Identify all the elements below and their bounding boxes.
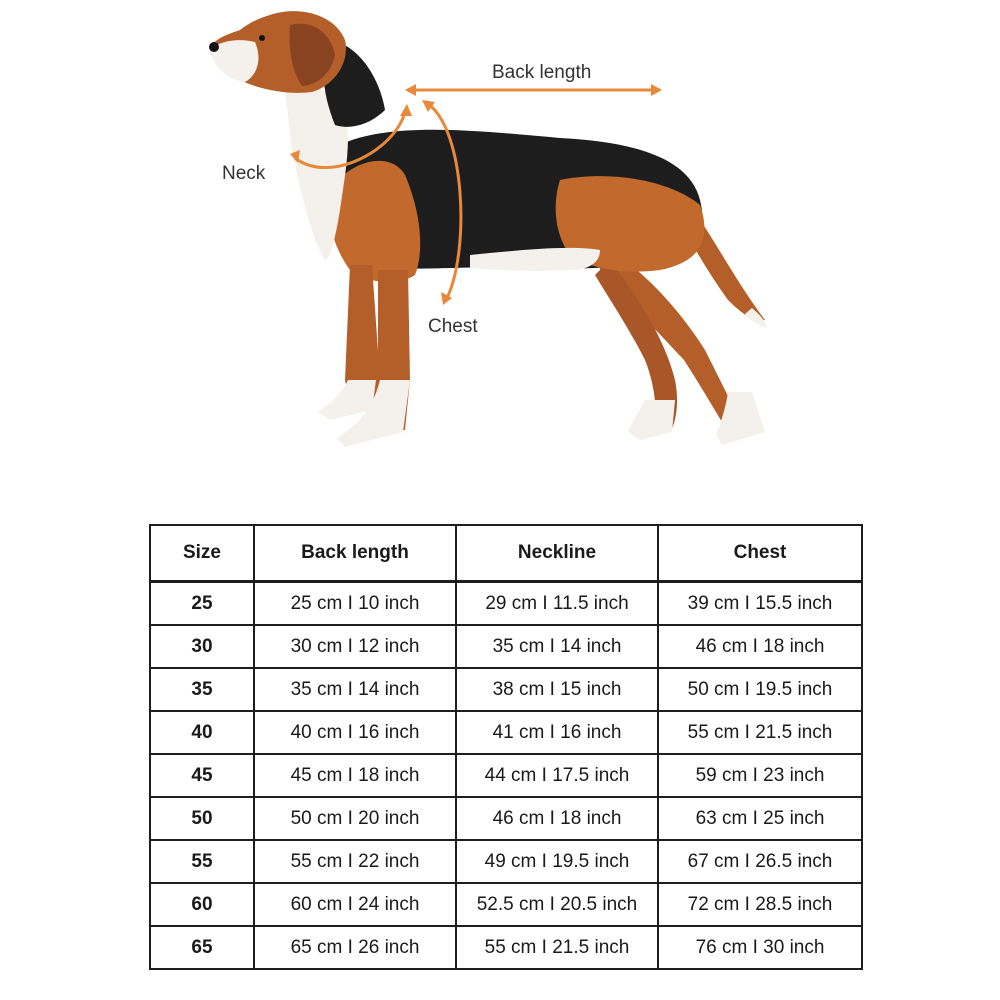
table-row — [150, 625, 862, 668]
size-cell: 55 — [150, 840, 254, 883]
back-length-cell: 30 cm I 12 inch — [254, 625, 456, 668]
chest-label: Chest — [428, 316, 478, 337]
size-cell: 60 — [150, 883, 254, 926]
back-length-cell: 35 cm I 14 inch — [254, 668, 456, 711]
back-length-cell: 45 cm I 18 inch — [254, 754, 456, 797]
neckline-cell: 41 cm I 16 inch — [456, 711, 658, 754]
table-row — [150, 754, 862, 797]
size-cell: 45 — [150, 754, 254, 797]
neckline-cell: 52.5 cm I 20.5 inch — [456, 883, 658, 926]
chest-cell: 39 cm I 15.5 inch — [658, 582, 862, 626]
header-size: Size — [150, 525, 254, 582]
neck-label: Neck — [222, 163, 266, 184]
table-row — [150, 711, 862, 754]
size-cell: 30 — [150, 625, 254, 668]
back-length-cell: 50 cm I 20 inch — [254, 797, 456, 840]
neckline-cell: 55 cm I 21.5 inch — [456, 926, 658, 969]
table-row — [150, 883, 862, 926]
neckline-cell: 35 cm I 14 inch — [456, 625, 658, 668]
back-length-cell: 25 cm I 10 inch — [254, 582, 456, 626]
chest-cell: 55 cm I 21.5 inch — [658, 711, 862, 754]
neckline-cell: 29 cm I 11.5 inch — [456, 582, 658, 626]
table-header-row — [150, 525, 862, 582]
neckline-cell: 46 cm I 18 inch — [456, 797, 658, 840]
back-length-cell: 40 cm I 16 inch — [254, 711, 456, 754]
chest-cell: 59 cm I 23 inch — [658, 754, 862, 797]
table-row — [150, 668, 862, 711]
size-chart-table — [149, 524, 863, 970]
back-length-cell: 65 cm I 26 inch — [254, 926, 456, 969]
table-row — [150, 840, 862, 883]
header-back-length: Back length — [254, 525, 456, 582]
header-neckline: Neckline — [456, 525, 658, 582]
size-cell: 50 — [150, 797, 254, 840]
size-cell: 40 — [150, 711, 254, 754]
dog-icon — [209, 11, 767, 447]
table-row — [150, 926, 862, 969]
neckline-cell: 49 cm I 19.5 inch — [456, 840, 658, 883]
size-cell: 25 — [150, 582, 254, 626]
table-row — [150, 582, 862, 626]
chest-cell: 72 cm I 28.5 inch — [658, 883, 862, 926]
neckline-cell: 44 cm I 17.5 inch — [456, 754, 658, 797]
size-cell: 35 — [150, 668, 254, 711]
back-length-cell: 60 cm I 24 inch — [254, 883, 456, 926]
chest-cell: 50 cm I 19.5 inch — [658, 668, 862, 711]
back-length-cell: 55 cm I 22 inch — [254, 840, 456, 883]
neckline-cell: 38 cm I 15 inch — [456, 668, 658, 711]
chest-cell: 46 cm I 18 inch — [658, 625, 862, 668]
header-chest: Chest — [658, 525, 862, 582]
size-cell: 65 — [150, 926, 254, 969]
chest-cell: 67 cm I 26.5 inch — [658, 840, 862, 883]
back-length-arrow-icon — [405, 84, 662, 96]
back-length-label: Back length — [492, 62, 592, 83]
chest-cell: 63 cm I 25 inch — [658, 797, 862, 840]
chest-cell: 76 cm I 30 inch — [658, 926, 862, 969]
table-row — [150, 797, 862, 840]
